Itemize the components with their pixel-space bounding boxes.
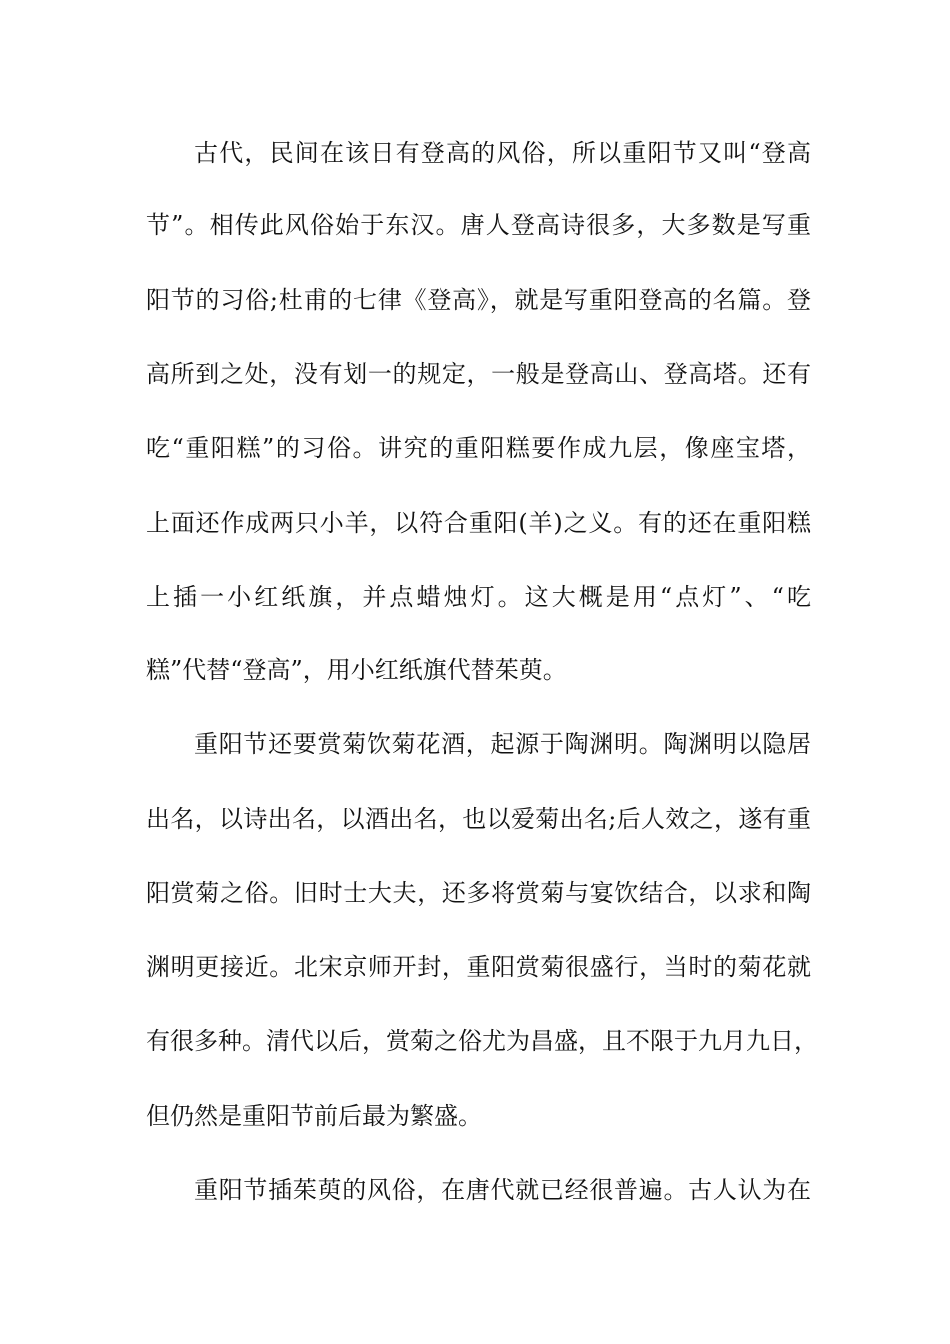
paragraph-2-line-4: 渊明更接近。北宋京师开封，重阳赏菊很盛行，当时的菊花就 — [146, 953, 811, 981]
paragraph-1-line-7: 上插一小红纸旗，并点蜡烛灯。这大概是用“点灯”、“吃 — [146, 583, 811, 611]
paragraph-1-line-6: 上面还作成两只小羊，以符合重阳(羊)之义。有的还在重阳糕 — [146, 509, 811, 537]
paragraph-2-line-5: 有很多种。清代以后，赏菊之俗尤为昌盛，且不限于九月九日， — [146, 1027, 818, 1055]
paragraph-1-line-3: 阳节的习俗;杜甫的七律《登高》，就是写重阳登高的名篇。登 — [146, 286, 811, 314]
paragraph-1-line-1: 古代，民间在该日有登高的风俗，所以重阳节又叫“登高 — [194, 139, 811, 167]
paragraph-2-line-6: 但仍然是重阳节前后最为繁盛。 — [146, 1102, 482, 1130]
paragraph-2-line-2: 出名，以诗出名，以酒出名，也以爱菊出名;后人效之，遂有重 — [146, 805, 811, 833]
paragraph-1-line-4: 高所到之处，没有划一的规定，一般是登高山、登高塔。还有 — [146, 360, 811, 388]
paragraph-1-line-5: 吃“重阳糕”的习俗。讲究的重阳糕要作成九层，像座宝塔， — [146, 434, 811, 462]
paragraph-2-line-3: 阳赏菊之俗。旧时士大夫，还多将赏菊与宴饮结合，以求和陶 — [146, 879, 811, 907]
paragraph-1-line-8: 糕”代替“登高”，用小红纸旗代替茱萸。 — [146, 656, 567, 684]
paragraph-1-line-2: 节”。相传此风俗始于东汉。唐人登高诗很多，大多数是写重 — [146, 211, 811, 239]
paragraph-2-line-1: 重阳节还要赏菊饮菊花酒，起源于陶渊明。陶渊明以隐居 — [194, 730, 811, 758]
paragraph-3-line-1: 重阳节插茱萸的风俗，在唐代就已经很普遍。古人认为在 — [194, 1176, 811, 1204]
